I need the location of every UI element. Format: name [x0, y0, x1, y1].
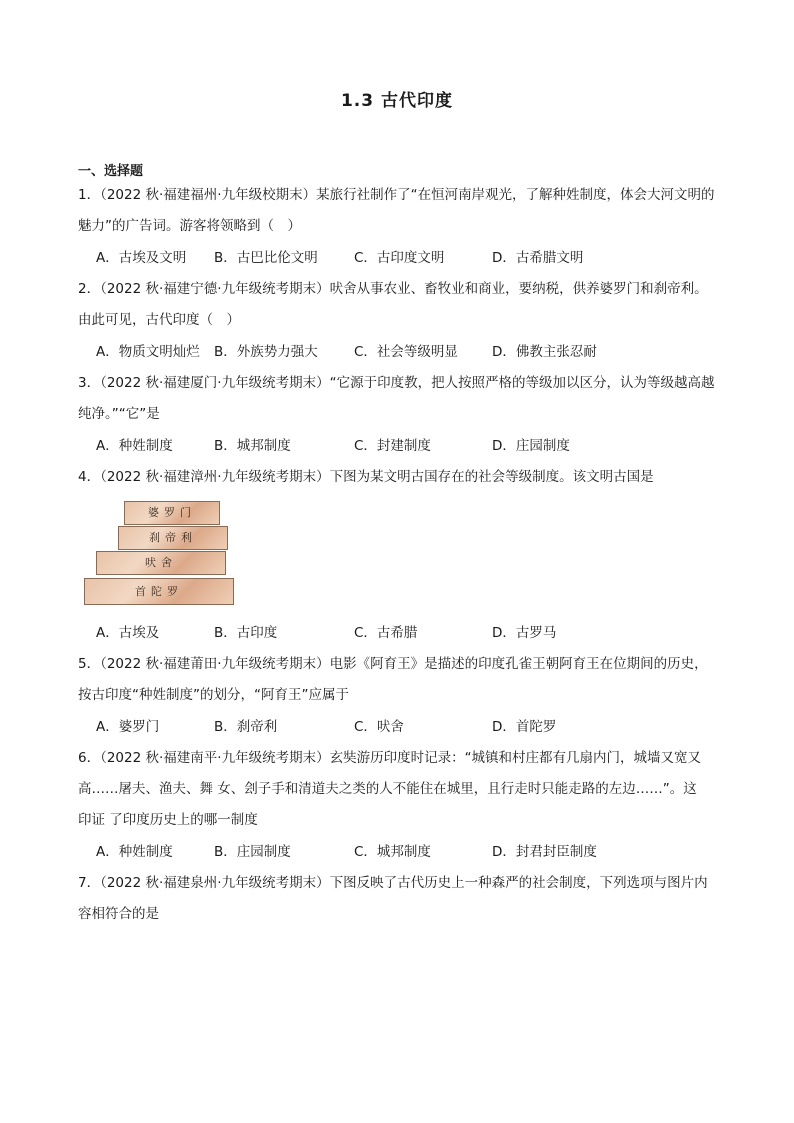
question-1-line-1: 1．（2022 秋·福建福州·九年级校期末）某旅行社制作了“在恒河南岸观光，了解种姓制度，体会大河文明的	[78, 187, 715, 203]
option-d: D．古希腊文明	[492, 250, 584, 266]
option-d: D．古罗马	[492, 625, 557, 641]
question-5-line-1: 5．（2022 秋·福建莆田·九年级统考期末）电影《阿育王》是描述的印度孔雀王朝阿育王在位期间的历史，	[78, 656, 708, 672]
option-b: B．古巴比伦文明	[214, 250, 318, 266]
question-1-line-2: 魅力”的广告词。游客将领略到（ ）	[78, 218, 301, 234]
question-6-line-1: 6．（2022 秋·福建南平·九年级统考期末）玄奘游历印度时记录：“城镇和村庄都有几扇内门，城墙又宽又	[78, 750, 702, 766]
option-b: B．庄园制度	[214, 844, 291, 860]
option-d: D．庄园制度	[492, 438, 570, 454]
option-d: D．封君封臣制度	[492, 844, 597, 860]
section-heading: 一、选择题	[78, 164, 144, 179]
option-d: D．佛教主张忍耐	[492, 344, 597, 360]
option-a: A．古埃及	[96, 625, 160, 641]
option-b: B．城邦制度	[214, 438, 291, 454]
option-a: A．种姓制度	[96, 844, 173, 860]
option-c: C．吠舍	[354, 719, 404, 735]
pyramid-tier-vaishya: 吠舍	[96, 551, 226, 575]
question-4-line-1: 4．（2022 秋·福建漳州·九年级统考期末）下图为某文明古国存在的社会等级制度。该文明古国是	[78, 469, 654, 485]
question-2-line-2: 由此可见，古代印度（ ）	[78, 312, 240, 328]
option-c: C．古希腊	[354, 625, 418, 641]
question-7-line-2: 容相符合的是	[78, 906, 159, 922]
option-a: A．古埃及文明	[96, 250, 187, 266]
caste-pyramid-figure	[104, 499, 240, 607]
option-c: C．城邦制度	[354, 844, 431, 860]
option-a: A．种姓制度	[96, 438, 173, 454]
question-3-line-1: 3．（2022 秋·福建厦门·九年级统考期末）“它源于印度教，把人按照严格的等级加以区分，认为等级越高越	[78, 375, 715, 391]
pyramid-tier-brahmin: 婆罗门	[124, 501, 220, 525]
question-2-line-1: 2．（2022 秋·福建宁德·九年级统考期末）吠舍从事农业、畜牧业和商业，要纳税，供养婆罗门和刹帝利。	[78, 281, 708, 297]
option-b: B．古印度	[214, 625, 278, 641]
option-a: A．婆罗门	[96, 719, 160, 735]
option-c: C．古印度文明	[354, 250, 445, 266]
question-6-line-3: 印证 了印度历史上的哪一制度	[78, 812, 258, 828]
question-3-line-2: 纯净。”“它”是	[78, 406, 160, 422]
question-6-line-2: 高……屠夫、渔夫、舞 女、刽子手和清道夫之类的人不能住在城里，且行走时只能走路的左边……”。这	[78, 781, 697, 797]
page-title: 1.3 古代印度	[340, 91, 454, 111]
option-b: B．刹帝利	[214, 719, 278, 735]
option-d: D．首陀罗	[492, 719, 557, 735]
option-a: A．物质文明灿烂	[96, 344, 200, 360]
pyramid-tier-kshatriya: 刹帝利	[118, 526, 228, 550]
question-5-line-2: 按古印度“种姓制度”的划分，“阿育王”应属于	[78, 687, 349, 703]
option-b: B．外族势力强大	[214, 344, 318, 360]
pyramid-tier-shudra: 首陀罗	[84, 578, 234, 605]
question-7-line-1: 7．（2022 秋·福建泉州·九年级统考期末）下图反映了古代历史上一种森严的社会制度，下列选项与图片内	[78, 875, 708, 891]
option-c: C．封建制度	[354, 438, 431, 454]
option-c: C．社会等级明显	[354, 344, 458, 360]
